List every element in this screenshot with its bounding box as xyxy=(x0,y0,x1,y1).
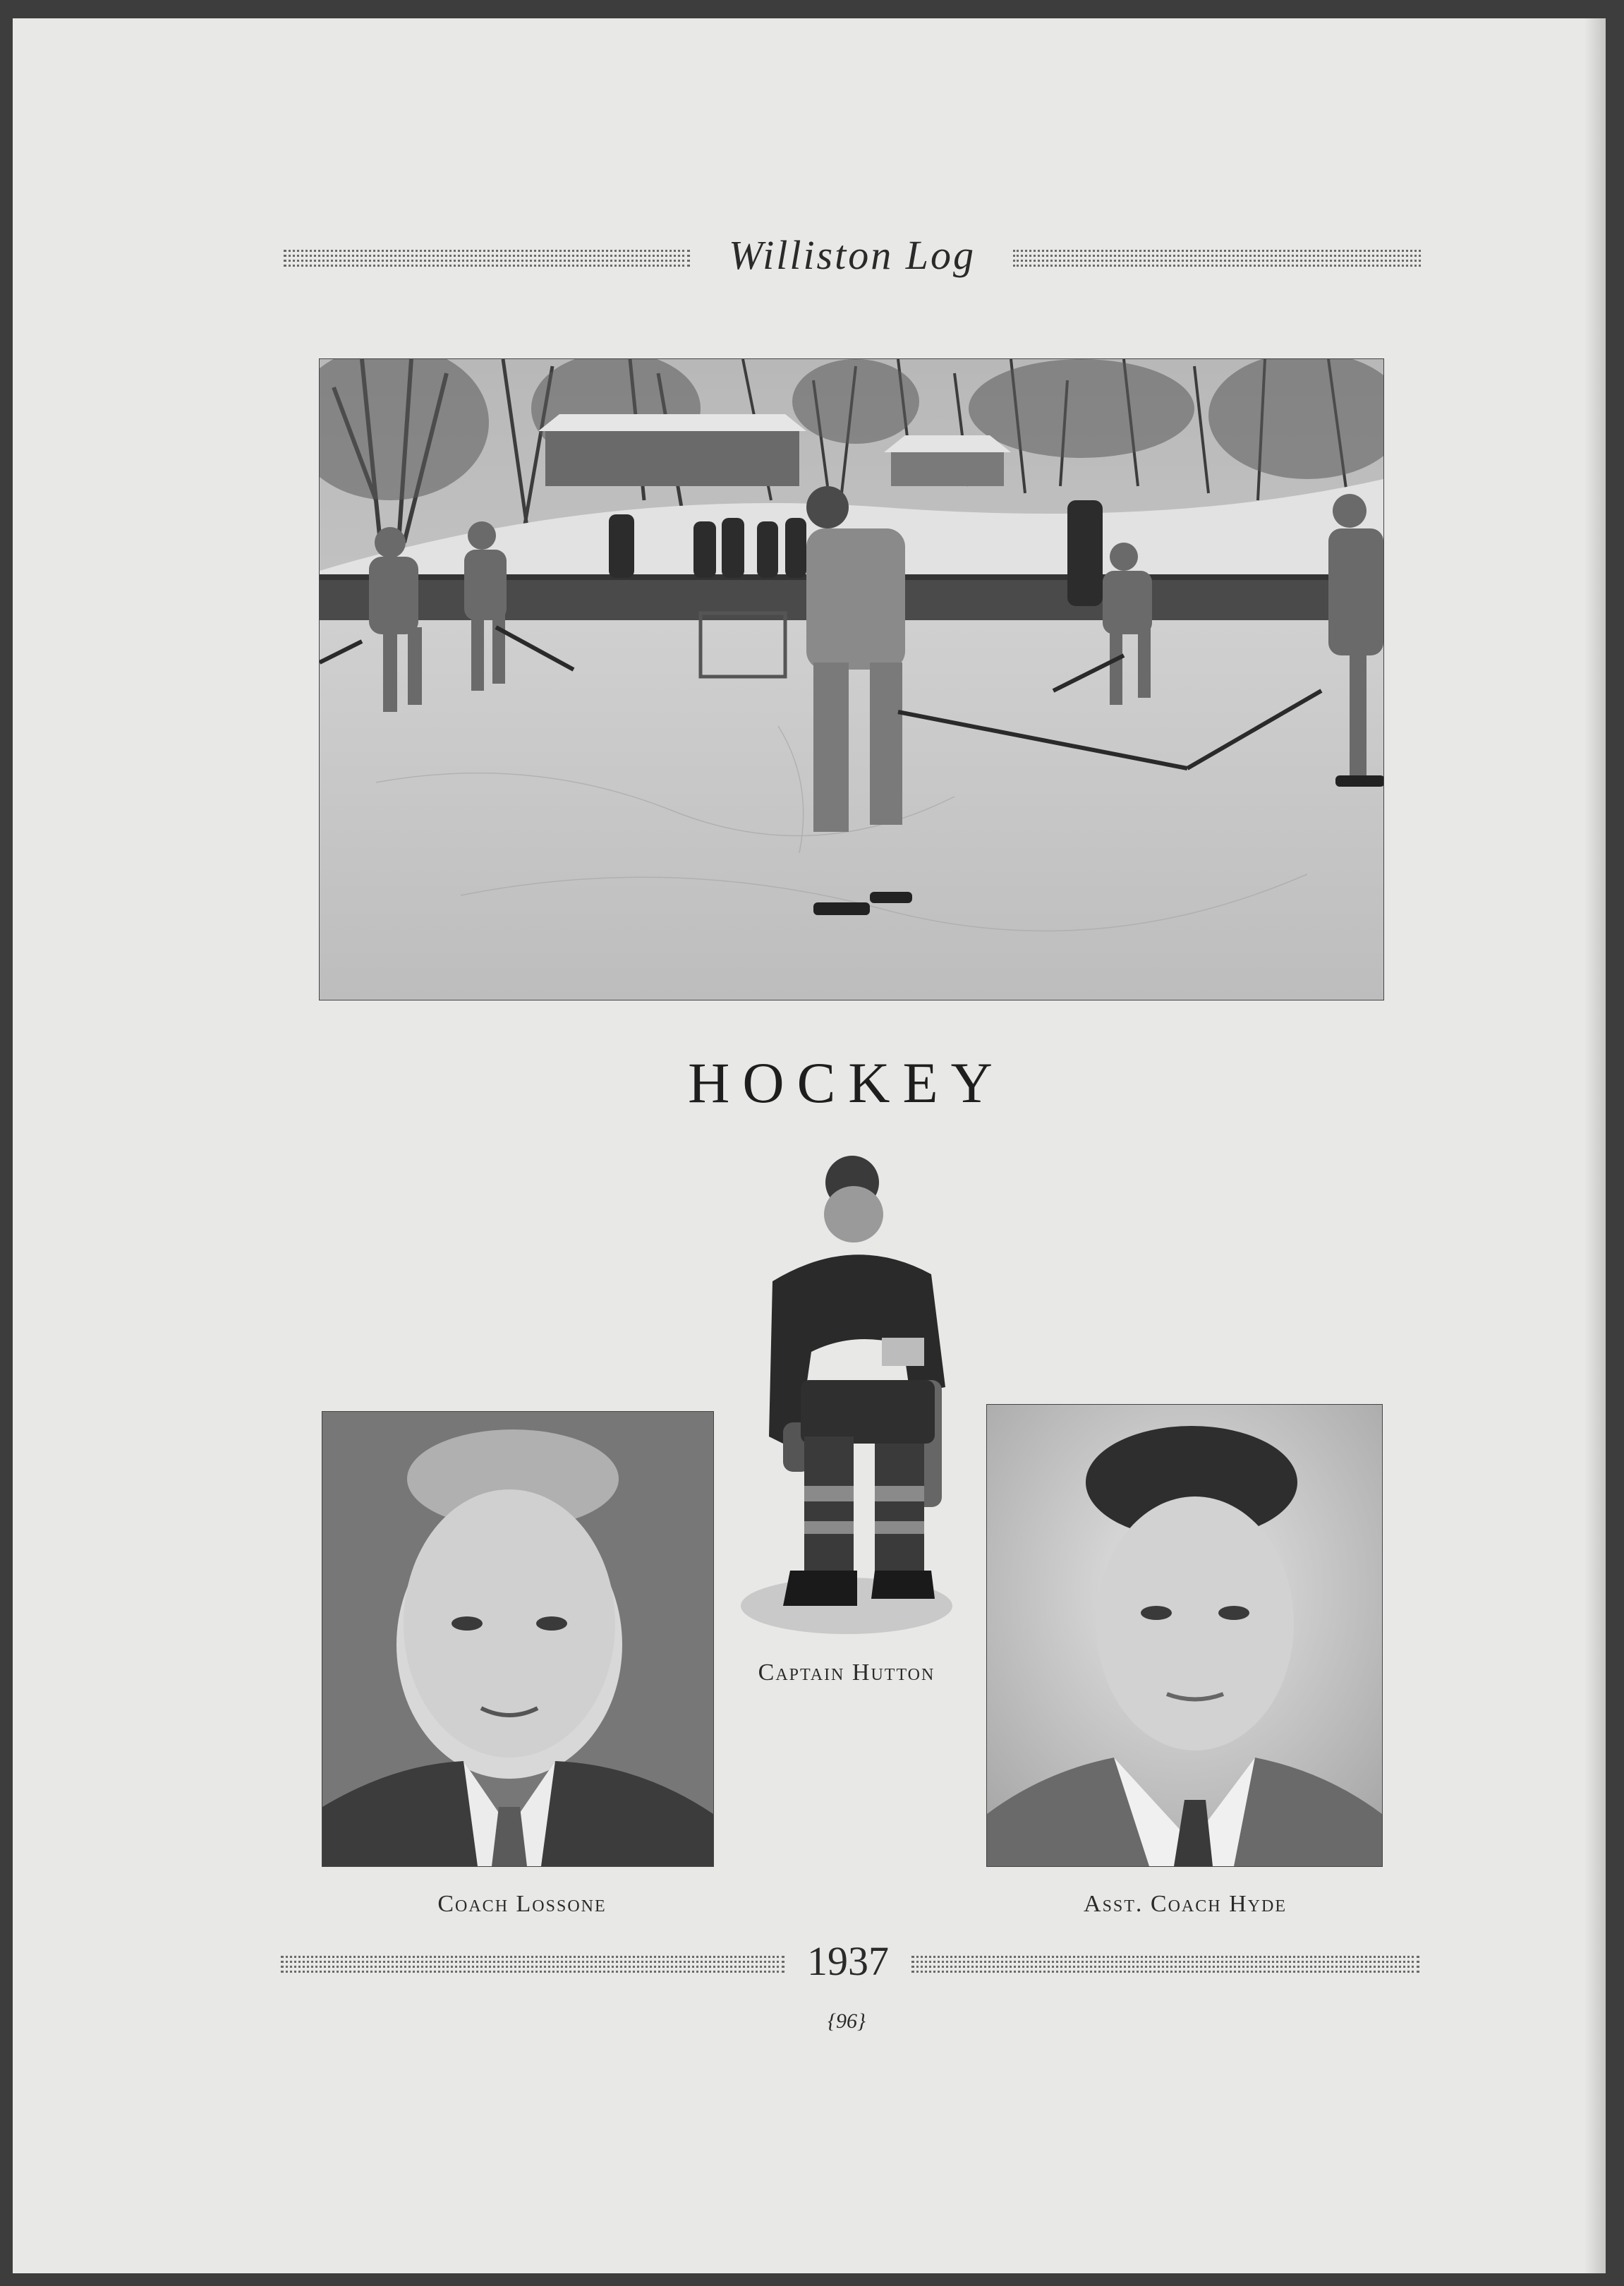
coach-right-caption: Asst. Coach Hyde xyxy=(1084,1891,1287,1917)
portrait-photo-icon xyxy=(987,1405,1382,1866)
captain-caption: Captain Hutton xyxy=(758,1659,935,1686)
header-rule-left xyxy=(284,250,690,265)
yearbook-page xyxy=(13,18,1606,2273)
coach-left-photo xyxy=(322,1411,714,1867)
hockey-game-photo xyxy=(319,358,1384,1000)
section-title: HOCKEY xyxy=(688,1051,1005,1115)
page-edge-shadow xyxy=(1584,18,1606,2273)
coach-left-caption: Coach Lossone xyxy=(437,1891,607,1917)
hockey-player-photo-icon xyxy=(734,1154,952,1641)
coach-right-photo xyxy=(986,1404,1383,1867)
header-rule-right xyxy=(1013,250,1421,265)
footer-year: 1937 xyxy=(807,1938,889,1984)
portrait-photo-icon xyxy=(322,1412,713,1866)
header-title: Williston Log xyxy=(728,232,976,278)
captain-photo xyxy=(734,1154,952,1641)
footer-rule-left xyxy=(281,1956,784,1971)
page-number: {96} xyxy=(828,2009,866,2033)
footer-rule-right xyxy=(911,1956,1419,1971)
hockey-game-photo-icon xyxy=(320,359,1383,1000)
